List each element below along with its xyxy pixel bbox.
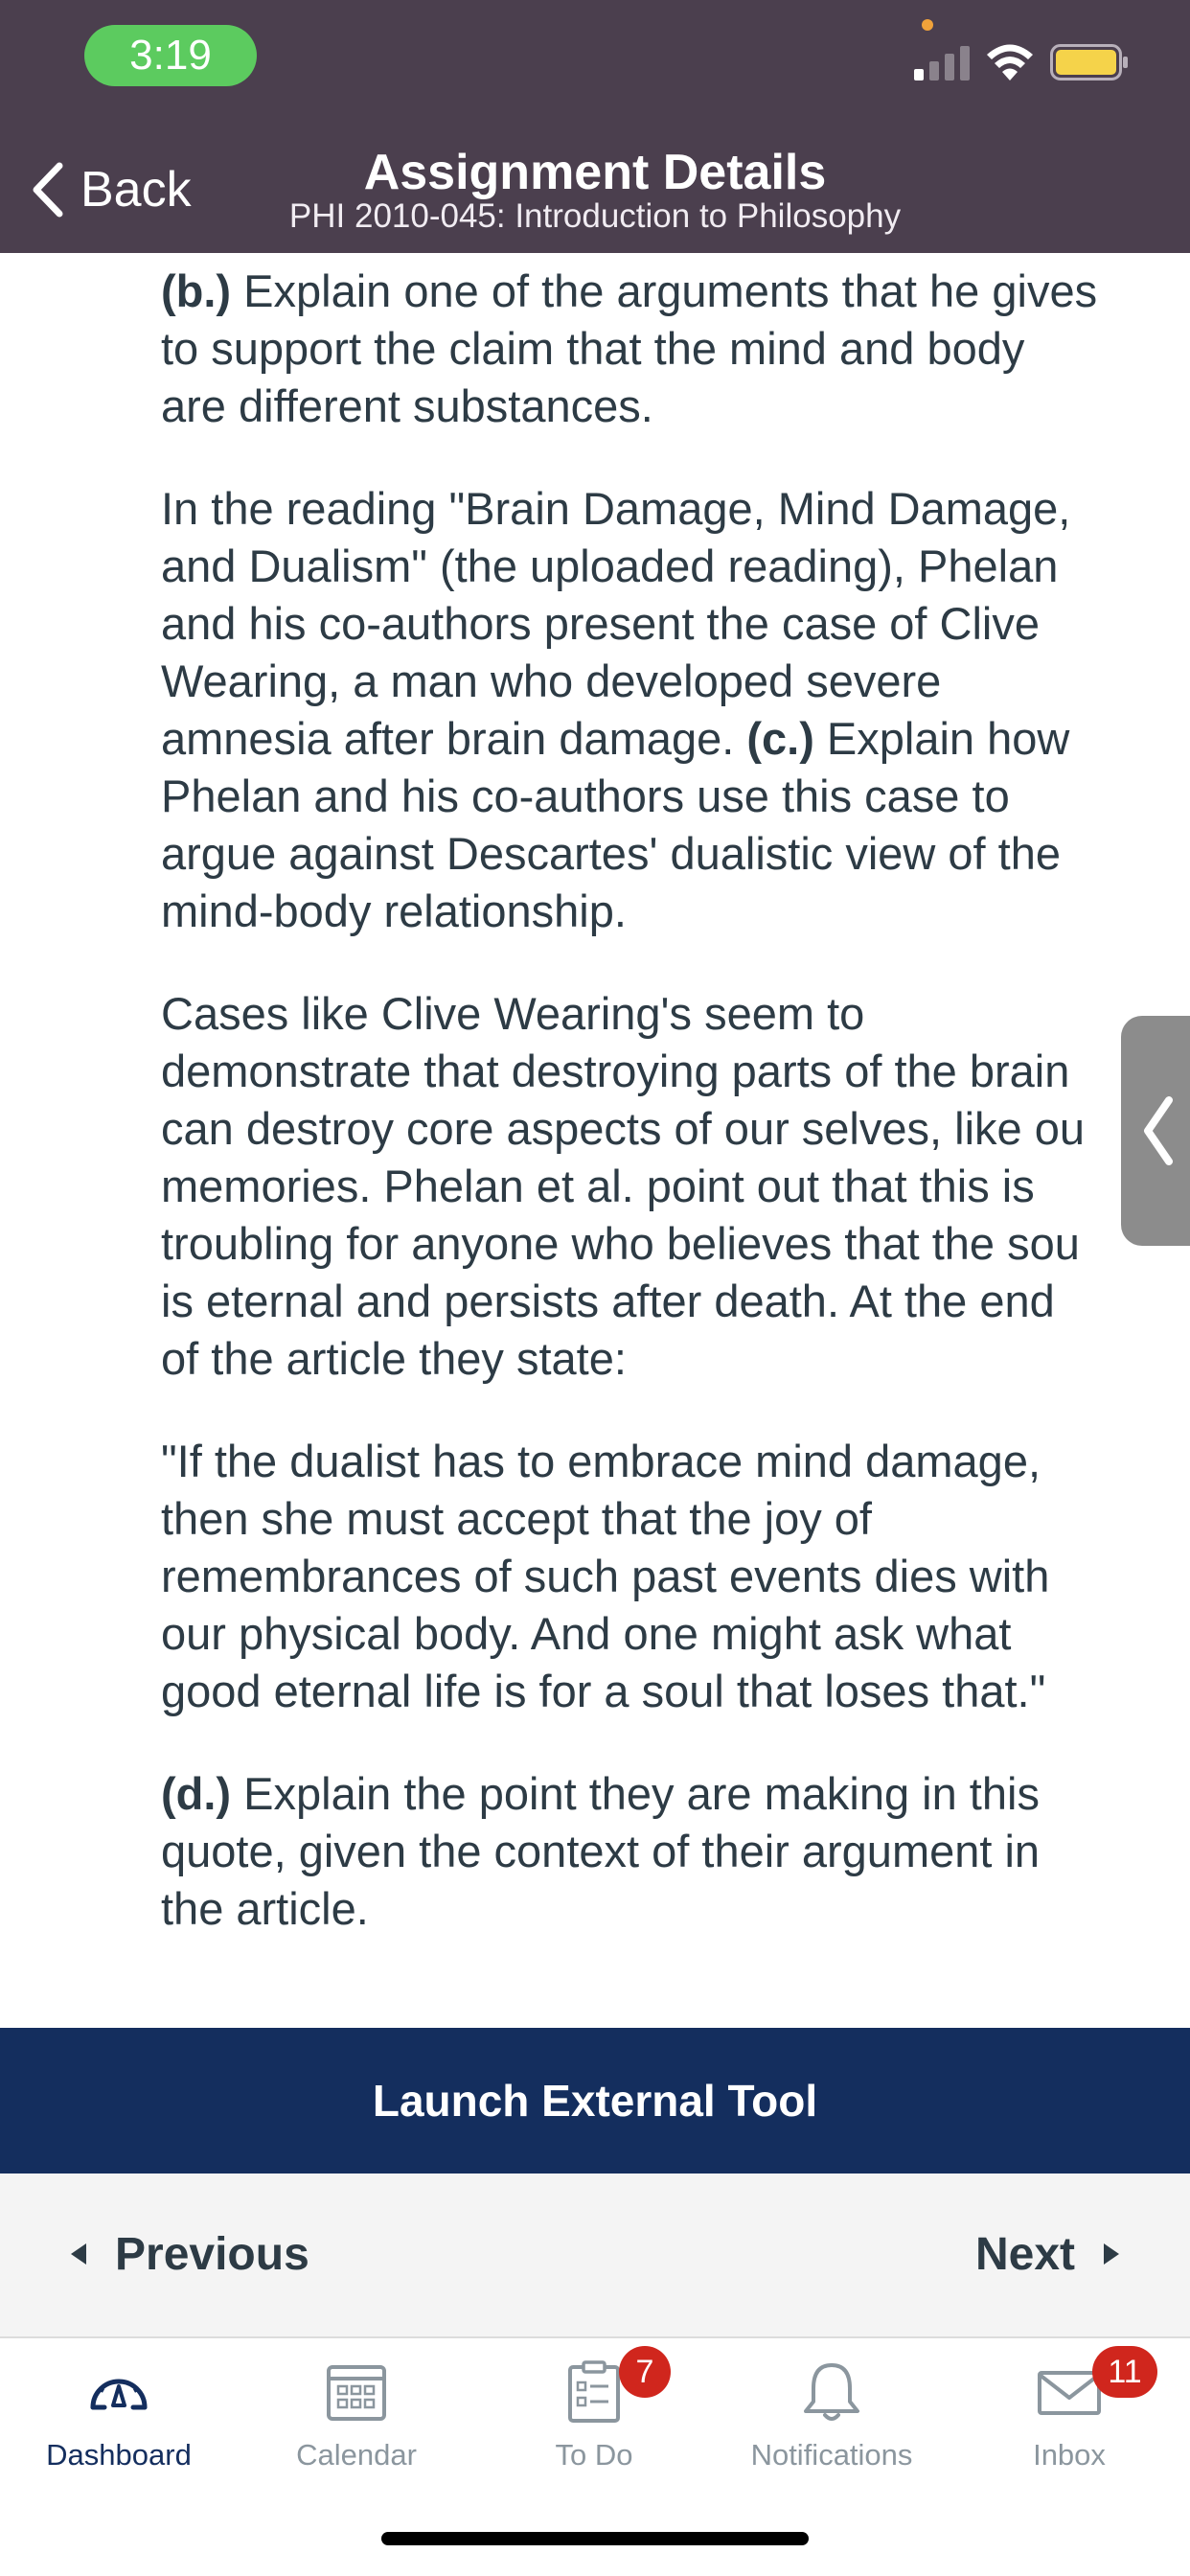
page-title: Assignment Details (363, 145, 827, 200)
tab-dashboard-label: Dashboard (46, 2438, 192, 2472)
tab-notifications[interactable] (713, 2338, 950, 2492)
side-drawer-handle[interactable] (1121, 1016, 1190, 1246)
activity-dot (922, 19, 933, 31)
paragraph-c (161, 480, 1157, 940)
chevron-left-icon (1140, 1096, 1175, 1165)
todo-icon (561, 2358, 628, 2425)
tab-todo-label: To Do (555, 2438, 633, 2472)
paragraph-d (161, 1765, 1157, 1938)
previous-button[interactable] (71, 2225, 309, 2283)
launch-external-tool-button[interactable] (0, 2028, 1190, 2174)
part-c-label: (c.) (746, 713, 814, 764)
tab-todo[interactable] (475, 2338, 713, 2492)
caret-right-icon (1104, 2243, 1119, 2265)
previous-label: Previous (115, 2228, 309, 2280)
assignment-description (161, 263, 1157, 1983)
cellular-signal-icon (914, 46, 972, 80)
status-time: 3:19 (84, 25, 257, 86)
tab-notifications-label: Notifications (750, 2438, 913, 2472)
course-subtitle: PHI 2010-045: Introduction to Philosophy (288, 197, 902, 235)
app-header (0, 0, 1190, 253)
tab-inbox-label: Inbox (1033, 2438, 1106, 2472)
tab-inbox[interactable] (950, 2338, 1188, 2492)
caret-left-icon (71, 2243, 86, 2265)
home-indicator[interactable] (381, 2532, 809, 2545)
part-c-text: Explain how Phelan and his co-authors use this case to argue against Descartes' dualistic view of the mind-body relationship. (161, 713, 1070, 936)
paragraph-quote: "If the dualist has to embrace mind damage, then she must accept that the joy of remembrances of such past events dies with our physical body. And one might ask what good eternal life is for a soul that loses that." (161, 1436, 1050, 1716)
todo-count-badge: 7 (619, 2346, 671, 2398)
calendar-icon (323, 2358, 390, 2425)
dashboard-icon (85, 2358, 152, 2425)
tab-dashboard[interactable] (0, 2338, 238, 2492)
paragraph-b (161, 263, 1157, 435)
next-button[interactable] (975, 2225, 1119, 2283)
paragraph-context: Cases like Clive Wearing's seem to demonstrate that destroying parts of the brain can destroy core aspects of our selves, like ou memories. Phelan et al. point out that this is troubling for anyone who believes that the sou is eternal and persists after death. At the end of the article they state: (161, 988, 1085, 1384)
part-b-text: Explain one of the arguments that he gives to support the claim that the mind and body are different substances. (161, 265, 1098, 431)
wifi-icon (985, 42, 1035, 82)
tab-calendar-label: Calendar (296, 2438, 417, 2472)
inbox-count-badge: 11 (1092, 2346, 1157, 2398)
tab-calendar[interactable] (238, 2338, 475, 2492)
part-b-label: (b.) (161, 265, 232, 316)
launch-external-tool-label: Launch External Tool (372, 2076, 818, 2126)
part-c-intro: In the reading "Brain Damage, Mind Damage, and Dualism" (the uploaded reading), Phelan and his co-authors present the case of Clive Wearing, a man who developed severe amnesia after brain damage. (161, 483, 1071, 764)
part-d-label: (d.) (161, 1768, 232, 1819)
battery-icon (1050, 44, 1129, 80)
pager-bar (0, 2174, 1190, 2338)
bell-icon (798, 2358, 865, 2425)
back-label: Back (80, 162, 192, 218)
part-d-text: Explain the point they are making in this quote, given the context of their argument in the article. (161, 1768, 1041, 1934)
next-label: Next (974, 2228, 1075, 2280)
